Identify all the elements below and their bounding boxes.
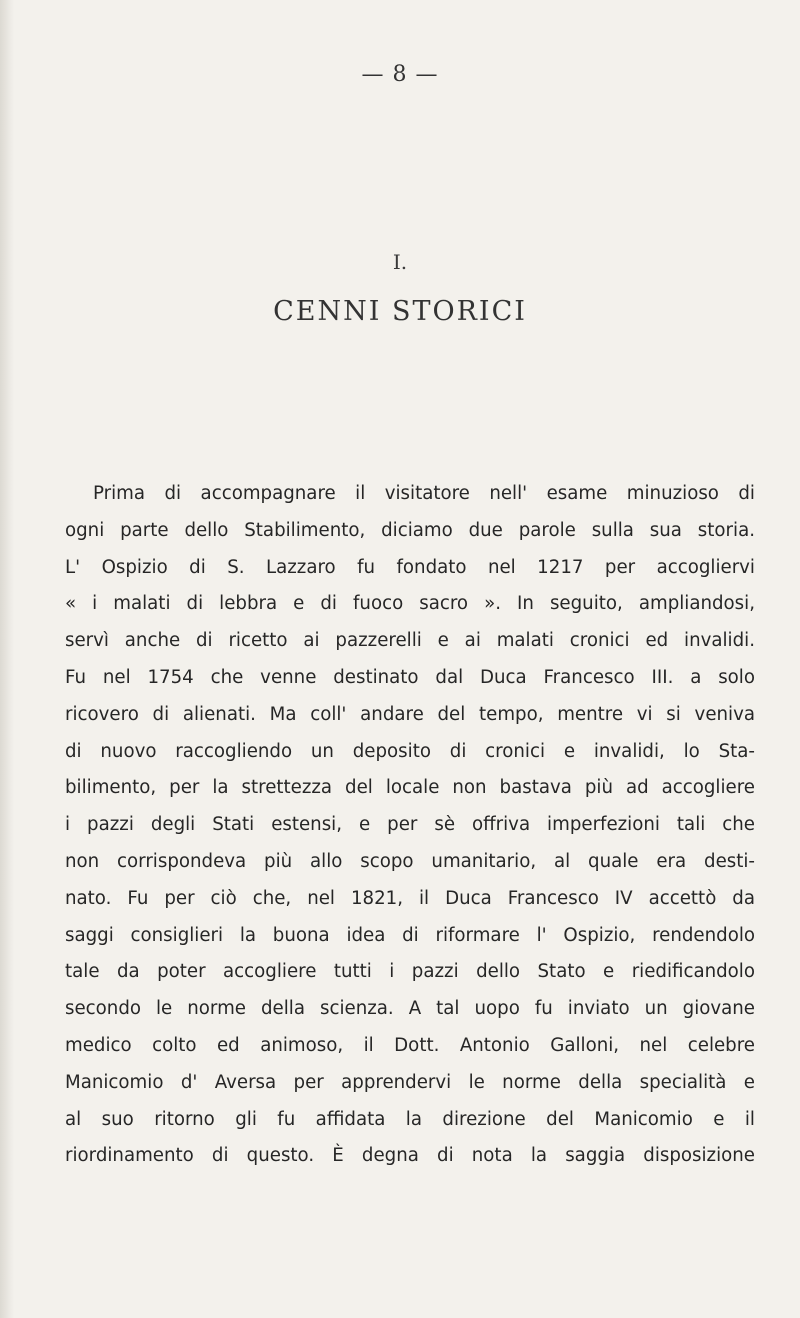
text-line: tale da poter accogliere tutti i pazzi dello Stato e riedificandolo (65, 961, 755, 983)
text-line: i pazzi degli Stati estensi, e per sè offriva imperfezioni tali che (65, 814, 755, 836)
text-line: medico colto ed animoso, il Dott. Antonio Galloni, nel celebre (65, 1034, 755, 1056)
text-line: L' Ospizio di S. Lazzaro fu fondato nel 1217 per accogliervi (65, 556, 755, 578)
text-line: secondo le norme della scienza. A tal uopo fu inviato un giovane (65, 998, 755, 1020)
text-line: non corrispondeva più allo scopo umanitario, al quale era desti- (65, 850, 755, 872)
text-line: « i malati di lebbra e di fuoco sacro ». In seguito, ampliandosi, (65, 593, 755, 615)
text-line: nato. Fu per ciò che, nel 1821, il Duca Francesco IV accettò da (65, 887, 755, 909)
text-line: di nuovo raccogliendo un deposito di cronici e invalidi, lo Sta- (65, 740, 755, 762)
text-line: saggi consiglieri la buona idea di riformare l' Ospizio, rendendolo (65, 924, 755, 946)
chapter-number: I. (392, 250, 408, 274)
chapter-title: CENNI STORICI (273, 296, 527, 327)
text-line: al suo ritorno gli fu affidata la direzione del Manicomio e il (65, 1108, 755, 1130)
text-line: ricovero di alienati. Ma coll' andare del tempo, mentre vi si veniva (65, 703, 755, 725)
page-number: — 8 — (361, 62, 439, 87)
text-line: bilimento, per la strettezza del locale non bastava più ad accogliere (65, 777, 755, 799)
text-line: Fu nel 1754 che venne destinato dal Duca Francesco III. a solo (65, 666, 755, 688)
text-line: Prima di accompagnare il visitatore nell' esame minuzioso di (93, 483, 755, 504)
page-edge-shadow (0, 0, 14, 1318)
body-paragraph (65, 476, 755, 1175)
text-line: riordinamento di questo. È degna di nota la saggia disposizione (65, 1145, 755, 1167)
text-line: ogni parte dello Stabilimento, diciamo due parole sulla sua storia. (65, 519, 755, 541)
text-line: servì anche di ricetto ai pazzerelli e ai malati cronici ed invalidi. (65, 630, 755, 652)
text-line: Manicomio d' Aversa per apprendervi le norme della specialità e (65, 1071, 755, 1093)
